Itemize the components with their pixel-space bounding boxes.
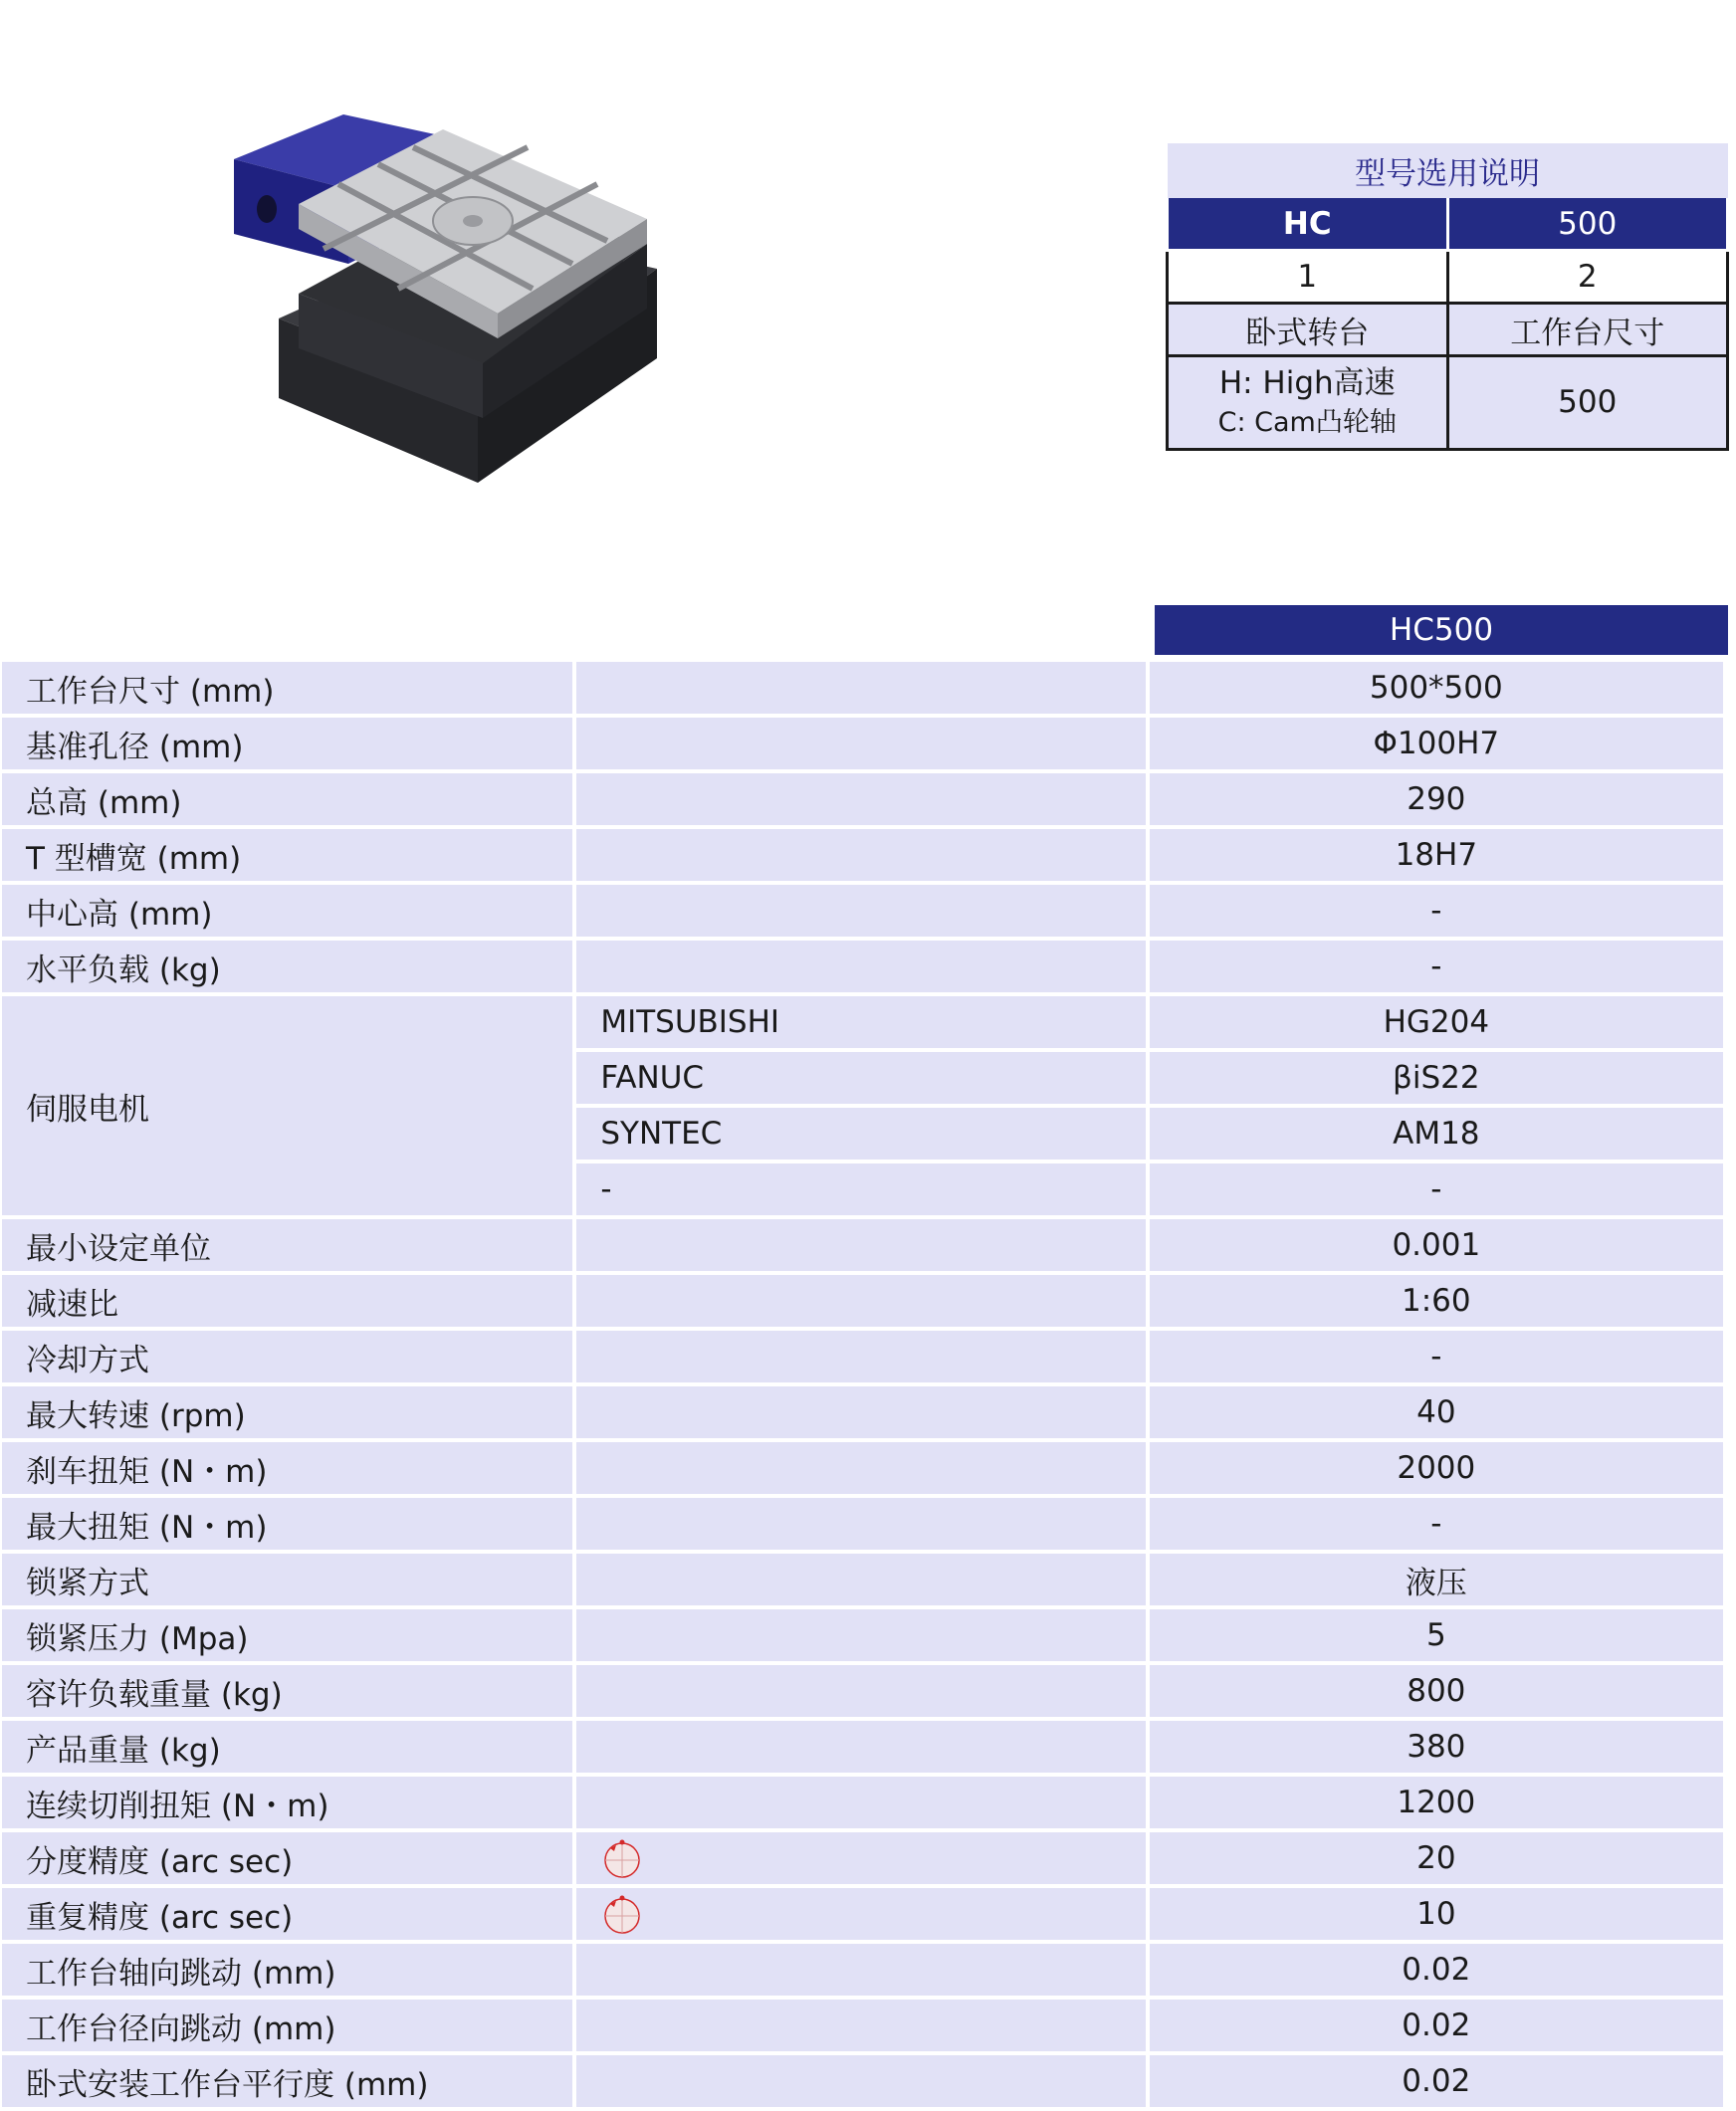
spec-label: 最小设定单位 [2, 1219, 572, 1271]
position-1-name: 卧式转台 [1168, 304, 1448, 356]
spec-sub [576, 1554, 1145, 1605]
size-option-value: 500 [1447, 356, 1728, 450]
spec-sub [576, 1275, 1145, 1327]
position-2-name: 工作台尺寸 [1447, 304, 1728, 356]
spec-value: - [1150, 941, 1723, 992]
rotary-table-product-image [229, 100, 687, 498]
spec-row [2, 2055, 1723, 2107]
servo-model: HG204 [1150, 996, 1723, 1048]
spec-value: 40 [1150, 1386, 1723, 1438]
spec-row [2, 718, 1723, 769]
spec-sub [576, 829, 1145, 881]
spec-row [2, 1665, 1723, 1717]
series-options [1168, 356, 1448, 450]
spec-label: 最大转速 (rpm) [2, 1386, 572, 1438]
spec-label: 工作台径向跳动 (mm) [2, 2000, 572, 2051]
spec-sub [576, 1665, 1145, 1717]
spec-sub [576, 1777, 1145, 1828]
spec-sub [576, 1498, 1145, 1550]
spec-row [2, 1832, 1723, 1884]
spec-label: 冷却方式 [2, 1331, 572, 1382]
spec-row-servo [2, 996, 1723, 1048]
servo-model: βiS22 [1150, 1052, 1723, 1104]
spec-row [2, 829, 1723, 881]
spec-model-header: HC500 [1155, 605, 1728, 655]
model-code-series: HC [1168, 198, 1448, 251]
model-code-size: 500 [1447, 198, 1728, 251]
spec-row [2, 941, 1723, 992]
spec-value: 1200 [1150, 1777, 1723, 1828]
spec-row [2, 1777, 1723, 1828]
spec-sub [576, 1609, 1145, 1661]
spec-value: 500*500 [1150, 662, 1723, 714]
spec-sub [576, 1944, 1145, 1996]
spec-row [2, 1721, 1723, 1773]
spec-value: 800 [1150, 1665, 1723, 1717]
spec-label: 最大扭矩 (N・m) [2, 1498, 572, 1550]
spec-sub [576, 1386, 1145, 1438]
spec-row [2, 1219, 1723, 1271]
spec-sub [576, 662, 1145, 714]
spec-label: 容许负载重量 (kg) [2, 1665, 572, 1717]
spec-row [2, 1331, 1723, 1382]
spec-value: 20 [1150, 1832, 1723, 1884]
spec-value: 1:60 [1150, 1275, 1723, 1327]
spec-sub [576, 1331, 1145, 1382]
spec-value: - [1150, 1498, 1723, 1550]
servo-brand: FANUC [576, 1052, 1145, 1104]
spec-row [2, 773, 1723, 825]
spec-value: 0.001 [1150, 1219, 1723, 1271]
spec-value: - [1150, 1331, 1723, 1382]
spec-label: 总高 (mm) [2, 773, 572, 825]
servo-brand: - [576, 1163, 1145, 1215]
spec-row [2, 662, 1723, 714]
spec-row [2, 1888, 1723, 1940]
spec-sub [576, 1888, 1145, 1940]
spec-value: - [1150, 885, 1723, 937]
spec-label: 分度精度 (arc sec) [2, 1832, 572, 1884]
servo-brand: SYNTEC [576, 1108, 1145, 1160]
spec-value: 0.02 [1150, 2055, 1723, 2107]
spec-label: 中心高 (mm) [2, 885, 572, 937]
spec-label: 锁紧方式 [2, 1554, 572, 1605]
spec-label: 减速比 [2, 1275, 572, 1327]
spec-value: Φ100H7 [1150, 718, 1723, 769]
spec-sub [576, 718, 1145, 769]
spec-sub [576, 773, 1145, 825]
servo-model: AM18 [1150, 1108, 1723, 1160]
spec-row [2, 1609, 1723, 1661]
position-2: 2 [1447, 251, 1728, 304]
spec-value: 18H7 [1150, 829, 1723, 881]
spec-row [2, 1442, 1723, 1494]
repeatability-icon [600, 1892, 644, 1936]
spec-label: 卧式安装工作台平行度 (mm) [2, 2055, 572, 2107]
spec-value: 0.02 [1150, 1944, 1723, 1996]
spec-sub [576, 941, 1145, 992]
option-cam: C: Cam凸轮轴 [1217, 407, 1397, 439]
spec-table [0, 658, 1727, 2111]
model-selection-table [1166, 143, 1729, 451]
servo-model: - [1150, 1163, 1723, 1215]
spec-sub [576, 885, 1145, 937]
spec-row [2, 1386, 1723, 1438]
spec-sub [576, 1442, 1145, 1494]
spec-row [2, 2000, 1723, 2051]
spec-row [2, 1944, 1723, 1996]
spec-row [2, 1554, 1723, 1605]
spec-label: 重复精度 (arc sec) [2, 1888, 572, 1940]
spec-label: 基准孔径 (mm) [2, 718, 572, 769]
spec-value: 290 [1150, 773, 1723, 825]
option-high-speed: H: High高速 [1218, 365, 1396, 402]
spec-row [2, 1275, 1723, 1327]
spec-value: 380 [1150, 1721, 1723, 1773]
spec-row [2, 885, 1723, 937]
spec-sub [576, 2000, 1145, 2051]
spec-sub [576, 1721, 1145, 1773]
spec-value: 2000 [1150, 1442, 1723, 1494]
spec-sub [576, 1219, 1145, 1271]
spec-sub [576, 1832, 1145, 1884]
servo-motor-label: 伺服电机 [2, 996, 572, 1215]
spec-label: 刹车扭矩 (N・m) [2, 1442, 572, 1494]
position-1: 1 [1168, 251, 1448, 304]
spec-label: T 型槽宽 (mm) [2, 829, 572, 881]
spec-sub [576, 2055, 1145, 2107]
spec-row [2, 1498, 1723, 1550]
spec-label: 锁紧压力 (Mpa) [2, 1609, 572, 1661]
spec-value: 0.02 [1150, 2000, 1723, 2051]
spec-value: 10 [1150, 1888, 1723, 1940]
spec-value: 5 [1150, 1609, 1723, 1661]
spec-label: 连续切削扭矩 (N・m) [2, 1777, 572, 1828]
spec-value: 液压 [1150, 1554, 1723, 1605]
indexing-accuracy-icon [600, 1836, 644, 1880]
spec-label: 工作台尺寸 (mm) [2, 662, 572, 714]
servo-brand: MITSUBISHI [576, 996, 1145, 1048]
spec-label: 水平负载 (kg) [2, 941, 572, 992]
model-guide-title: 型号选用说明 [1168, 143, 1728, 198]
spec-label: 工作台轴向跳动 (mm) [2, 1944, 572, 1996]
spec-label: 产品重量 (kg) [2, 1721, 572, 1773]
